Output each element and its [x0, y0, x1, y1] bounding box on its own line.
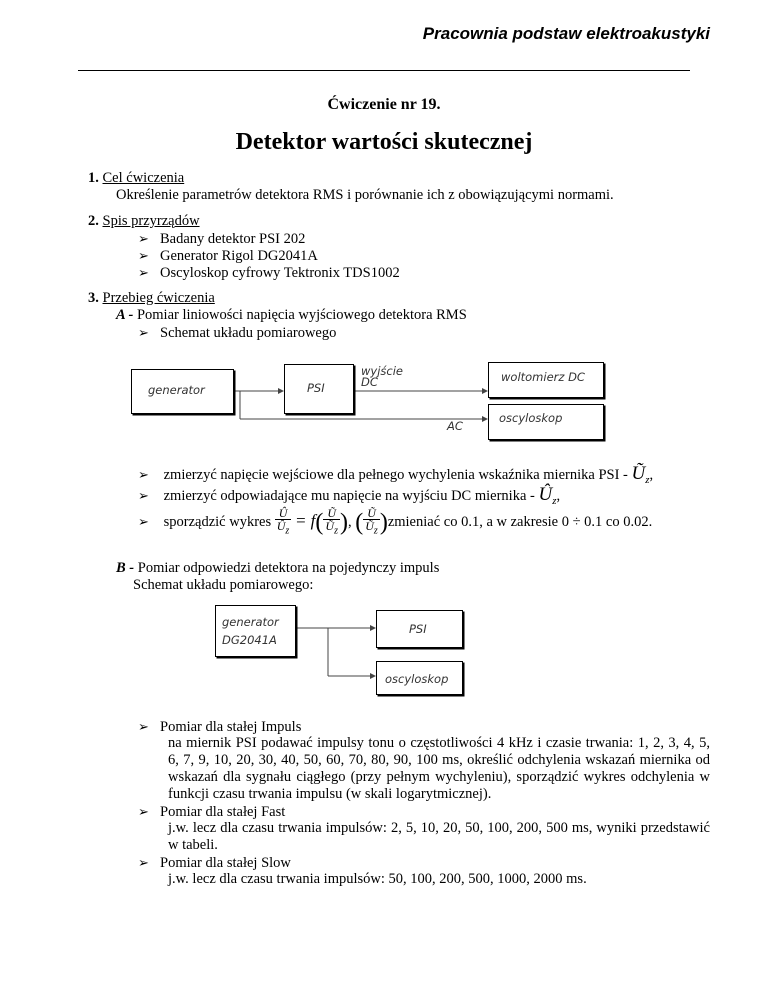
output-label-line1: wyjście — [361, 364, 403, 378]
psi-label: PSI — [307, 381, 325, 395]
step1-text: zmierzyć napięcie wejściowe dla pełnego wychylenia wskaźnika miernika PSI - — [163, 467, 628, 483]
generator-box — [131, 369, 234, 414]
psi-b-label: PSI — [409, 622, 427, 636]
formula-lhs — [275, 507, 292, 537]
psi-b-box — [376, 610, 463, 648]
partB-item1-label: ➢ Pomiar dla stałej Impuls — [138, 718, 301, 736]
section1-number: 1. — [88, 170, 99, 186]
output-label-line2: DC — [361, 375, 378, 389]
generator-dg-box — [215, 605, 296, 657]
section1-heading: Cel ćwiczenia — [102, 170, 185, 186]
partB-schema-label: Schemat układu pomiarowego: — [133, 577, 314, 593]
oscilloscope-b-label: oscyloskop — [385, 672, 449, 686]
step2-text: zmierzyć odpowiadające mu napięcie na wyjściu DC miernika - — [163, 488, 535, 504]
step3-text: sporządzić wykres — [163, 514, 272, 530]
section3-heading: Przebieg ćwiczenia — [102, 290, 215, 306]
partA-letter: A - — [116, 307, 134, 323]
section2-heading: Spis przyrządów — [102, 213, 200, 229]
partB-item2-text: j.w. lecz dla czasu trwania impulsów: 2, 5, 10, 20, 50, 100, 200, 500 ms, wyniki przedstawić w tabeli. — [168, 820, 710, 853]
formula-arg-denominator: Ũ — [325, 519, 335, 534]
generator-label: generator — [148, 383, 205, 397]
generator-dg-line2: DG2041A — [222, 633, 277, 647]
formula-range-subscript: z — [373, 525, 378, 537]
step2-tail: , — [556, 488, 561, 504]
generator-dg-line1: generator — [222, 615, 279, 629]
oscilloscope-b-box — [376, 661, 463, 695]
oscilloscope-box — [488, 404, 604, 440]
step1-symbol: Ũ — [631, 463, 646, 484]
formula-range-denominator: Ũ — [365, 519, 374, 534]
section1-text: Określenie parametrów detektora RMS i porównanie ich z obowiązującymi normami. — [116, 187, 614, 203]
step1-tail: , — [649, 467, 654, 483]
partB-letter: B - — [116, 560, 135, 576]
oscilloscope-label: oscyloskop — [499, 411, 563, 425]
instrument-item: ➢ Oscyloskop cyfrowy Tektronix TDS1002 — [138, 264, 400, 282]
partA-step3: ➢ sporządzić wykres $\frac{Û}{Û_z}$ = f( $\frac{Ũ}{Ũ_z}$ ), ( $\frac{Ũ}{Ũ_z}$ )zmieniać co 0.1, a w zakresie 0 ÷ 0.1 co 0.02. — [138, 506, 652, 538]
course-header: Pracownia podstaw elektroakustyki — [422, 24, 710, 43]
partB-title-line — [116, 560, 439, 577]
formula-argument — [323, 507, 340, 537]
section2-number: 2. — [88, 213, 99, 229]
formula-range-numerator: Ũ — [363, 507, 380, 520]
partB-item3-label: ➢ Pomiar dla stałej Slow — [138, 854, 291, 872]
dc-output-label — [361, 366, 403, 388]
voltmeter-box — [488, 362, 604, 398]
partA-schema-label: ➢ Schemat układu pomiarowego — [138, 324, 336, 342]
formula-range — [363, 507, 380, 537]
step2-symbol: Û — [538, 484, 553, 505]
formula-arg-subscript: z — [334, 525, 338, 537]
instrument-item: ➢ Generator Rigol DG2041A — [138, 247, 318, 265]
formula-arg-numerator: Ũ — [323, 507, 340, 520]
formula-lhs-subscript: z — [285, 525, 290, 537]
partB-item3-text: j.w. lecz dla czasu trwania impulsów: 50, 100, 200, 500, 1000, 2000 ms. — [168, 871, 587, 887]
step2-subscript: z — [552, 494, 557, 507]
psi-box — [284, 364, 354, 414]
formula-equals-f: = f — [294, 511, 316, 530]
formula-lhs-denominator: Û — [276, 519, 286, 534]
step1-subscript: z — [645, 473, 650, 486]
voltmeter-label: woltomierz DC — [501, 370, 585, 384]
partB-item1-text: na miernik PSI podawać impulsy tonu o częstotliwości 4 kHz i czasie trwania: 1, 2, 3, 4, 5, 6, 7, 9, 10, 20, 30, 40, 50, 60, 70, 80, 90, 100 ms, określić odchylenia wskazań miernika od wskazań dla sygnału ciągłego (przy pełnym wychyleniu), sporządzić wykres odchylenia w funkcji czasu trwania impulsu (w skali logarytmicznej). — [168, 735, 710, 802]
step3-tail: zmieniać co 0.1, a w zakresie 0 ÷ 0.1 co 0.02. — [387, 514, 653, 530]
formula-comma: , — [347, 514, 352, 530]
partB-item2-label: ➢ Pomiar dla stałej Fast — [138, 803, 285, 821]
formula-lhs-numerator: Û — [275, 507, 292, 520]
ac-label: AC — [447, 419, 463, 433]
section3-number: 3. — [88, 290, 99, 306]
generator-dg-label — [222, 613, 279, 649]
exercise-number: Ćwiczenie nr 19. — [327, 96, 441, 113]
exercise-title: Detektor wartości skutecznej — [235, 129, 533, 155]
partB-title: Pomiar odpowiedzi detektora na pojedynczy impuls — [137, 560, 440, 576]
partA-title: Pomiar liniowości napięcia wyjściowego detektora RMS — [136, 307, 467, 323]
instrument-item: ➢ Badany detektor PSI 202 — [138, 230, 305, 248]
